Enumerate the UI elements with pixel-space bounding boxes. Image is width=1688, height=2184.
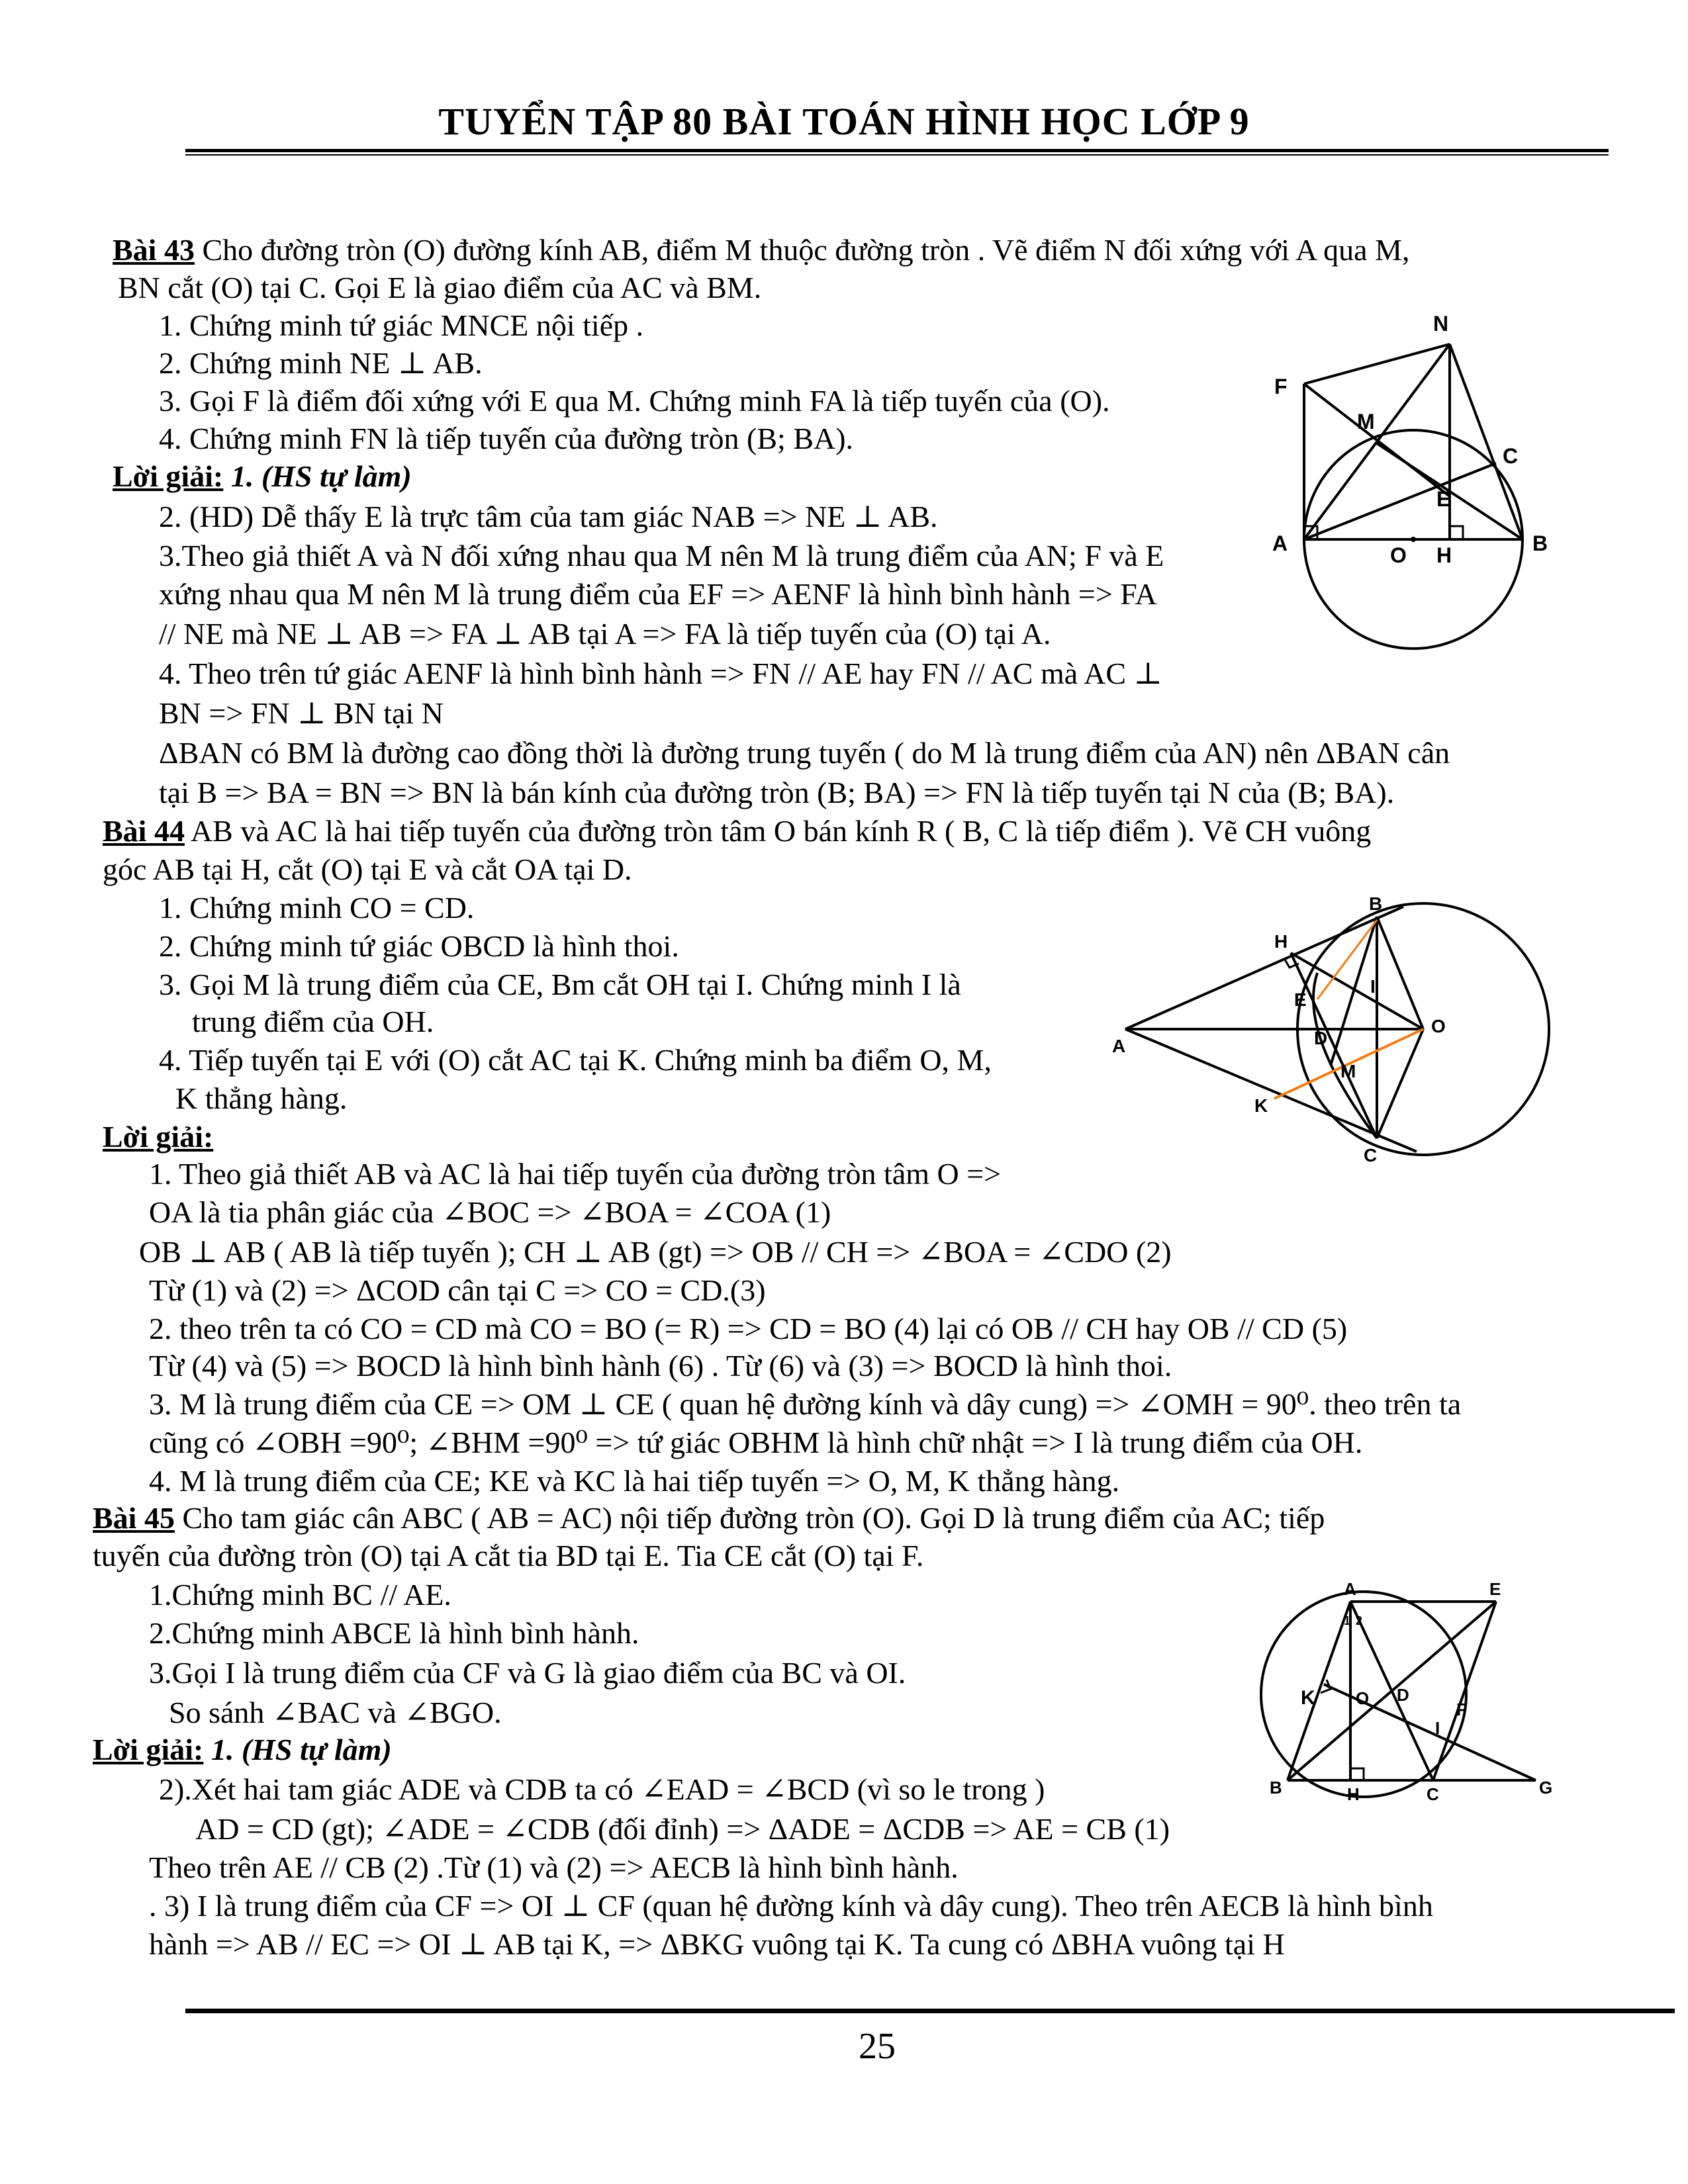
bai44-sol-4: 4. M là trung điểm của CE; KE và KC là hai tiếp tuyến => O, M, K thẳng hàng. (149, 1464, 1120, 1498)
bai45-solution-label: Lời giải: (93, 1733, 204, 1766)
bai45-label-c: C (1427, 1784, 1439, 1804)
bai44-label-d: D (1314, 1028, 1328, 1048)
bai43-sol-3a: 3.Theo giả thiết A và N đối xứng nhau qua M nên M là trung điểm của AN; F và E (159, 539, 1164, 572)
bai43-question-3: 3. Gọi F là điểm đối xứng với E qua M. Chứng minh FA là tiếp tuyến của (O). (159, 384, 1110, 418)
bai43-question-2: 2. Chứng minh NE ⊥ AB. (159, 346, 483, 380)
bai43-question-4: 4. Chứng minh FN là tiếp tuyến của đường tròn (B; BA). (159, 422, 854, 455)
bai43-segment-fe (1304, 384, 1450, 496)
bai44-sol-3a: 3. M là trung điểm của CE => OM ⊥ CE ( quan hệ đường kính và dây cung) => ∠OMH = 90⁰. theo trên ta (149, 1387, 1462, 1421)
bai45-stmt1: Cho tam giác cân ABC ( AB = AC) nội tiếp đường tròn (O). Gọi D là trung điểm của AC; tiếp (174, 1501, 1325, 1535)
bai45-title: Bài 45 (93, 1501, 175, 1535)
bai44-segment-bo (1377, 917, 1423, 1029)
bai45-angle-2: 2 (1356, 1614, 1363, 1627)
bai43-sol-4d: tại B => BA = BN => BN là bán kính của đường tròn (B; BA) => FN là tiếp tuyến tại N của (B; BA). (159, 776, 1395, 809)
bai43-label-h: H (1436, 543, 1452, 567)
bai43-label-c: C (1503, 444, 1519, 468)
bai43-label-o: O (1390, 543, 1407, 567)
bai45-question-1: 1.Chứng minh BC // AE. (149, 1578, 451, 1612)
bai45-sol-2c: Theo trên AE // CB (2) .Từ (1) và (2) => AECB là hình bình hành. (149, 1850, 959, 1884)
bai43-question-1: 1. Chứng minh tứ giác MNCE nội tiếp . (159, 308, 644, 342)
bai45-label-e: E (1489, 1582, 1501, 1599)
bai44-label-e: E (1294, 989, 1307, 1010)
bai45-sol-2a: 2).Xét hai tam giác ADE và CDB ta có ∠EAD = ∠BCD (vì so le trong ) (159, 1772, 1045, 1806)
bai44-sol-1c: OB ⊥ AB ( AB là tiếp tuyến ); CH ⊥ AB (gt) => OB // CH => ∠BOA = ∠CDO (2) (139, 1235, 1172, 1269)
bai45-right-angle-h (1352, 1768, 1364, 1779)
bai44-statement-line2: góc AB tại H, cắt (O) tại E và cắt OA tại D. (103, 852, 632, 886)
bai45-sol-3b: hành => AB // EC => OI ⊥ AB tại K, => ΔBKG vuông tại K. Ta cung có ΔBHA vuông tại H (149, 1927, 1285, 1961)
bai45-sol1: 1. (HS tự làm) (203, 1733, 392, 1766)
bai43-point-o (1411, 537, 1416, 542)
bai43-sol1: 1. (HS tự làm) (223, 459, 412, 493)
bai44-question-1: 1. Chứng minh CO = CD. (159, 891, 475, 925)
bai44-label-i: I (1370, 976, 1376, 997)
bai44-sol-3b: cũng có ∠OBH =90⁰; ∠BHM =90⁰ => tứ giác OBHM là hình chữ nhật => I là trung điểm của OH. (149, 1426, 1363, 1459)
bai43-solution-line1 (113, 458, 412, 495)
bai44-figure (1099, 893, 1562, 1171)
bai44-sol-1a: 1. Theo giả thiết AB và AC là hai tiếp tuyến của đường tròn tâm O => (149, 1157, 1002, 1191)
bai45-question-3b: So sánh ∠BAC và ∠BGO. (169, 1696, 502, 1729)
bai43-label-n: N (1433, 312, 1449, 336)
bai44-statement-line1 (103, 813, 1371, 850)
bai44-title: Bài 44 (103, 814, 185, 848)
bai43-label-e: E (1436, 487, 1451, 511)
bai45-label-a: A (1344, 1582, 1356, 1599)
bai45-label-g: G (1539, 1778, 1553, 1797)
bai44-sol-1d: Từ (1) và (2) => ΔCOD cân tại C => CO = CD.(3) (149, 1273, 766, 1307)
bai44-question-2: 2. Chứng minh tứ giác OBCD là hình thoi. (159, 929, 679, 963)
bai43-solution-label: Lời giải: (113, 459, 224, 493)
bai44-label-m: M (1340, 1061, 1356, 1081)
bai44-label-h: H (1274, 931, 1288, 952)
page-number: 25 (859, 2026, 896, 2067)
bai43-stmt1: Cho đường tròn (O) đường kính AB, điểm M thuộc đường tròn . Vẽ điểm N đối xứng với A qua M, (194, 233, 1410, 267)
bai43-segment-fn (1304, 344, 1450, 384)
bai44-label-k: K (1254, 1095, 1268, 1116)
bai43-sol-2: 2. (HD) Dễ thấy E là trực tâm của tam giác NAB => NE ⊥ AB. (159, 500, 938, 533)
bai44-solution-label: Lời giải: (103, 1120, 214, 1154)
bai43-title: Bài 43 (113, 233, 195, 267)
bai43-sol-3c: // NE mà NE ⊥ AB => FA ⊥ AB tại A => FA là tiếp tuyến của (O) tại A. (159, 617, 1051, 651)
header-rule (185, 149, 1609, 152)
bai44-stmt1: AB và AC là hai tiếp tuyến của đường tròn tâm O bán kính R ( B, C là tiếp điểm ). Vẽ CH vuông (184, 814, 1372, 848)
bai43-sol-4a: 4. Theo trên tứ giác AENF là hình bình hành => FN // AE hay FN // AC mà AC ⊥ (159, 657, 1162, 690)
bai44-label-b: B (1369, 893, 1383, 914)
bai45-angle-1: 1 (1344, 1614, 1351, 1627)
bai43-right-angle-h (1451, 526, 1463, 538)
bai45-statement-line1 (93, 1500, 1325, 1537)
bai43-label-b: B (1532, 531, 1548, 555)
bai44-segment-ho (1291, 953, 1423, 1029)
bai43-sol-3b: xứng nhau qua M nên M là trung điểm của EF => AENF là hình bình hành => FA (159, 577, 1157, 611)
bai45-label-o: O (1356, 1688, 1370, 1708)
page-header-title: TUYỂN TẬP 80 BÀI TOÁN HÌNH HỌC LỚP 9 (438, 100, 1250, 143)
bai44-question-4b: K thẳng hàng. (175, 1081, 348, 1115)
bai45-figure (1258, 1582, 1562, 1807)
bai45-label-i: I (1435, 1718, 1440, 1738)
bai43-label-m: M (1357, 410, 1375, 433)
bai45-label-f: F (1456, 1700, 1467, 1719)
bai45-label-k: K (1301, 1687, 1315, 1709)
bai44-question-3b: trung điểm của OH. (192, 1005, 434, 1038)
bai44-sol-1b: OA là tia phân giác của ∠BOC => ∠BOA = ∠COA (1) (149, 1195, 831, 1229)
bai44-label-a: A (1112, 1036, 1126, 1056)
bai44-label-o: O (1431, 1016, 1446, 1036)
bai45-label-b: B (1270, 1778, 1282, 1797)
bai45-solution-line1 (93, 1731, 392, 1768)
bai44-sol-2b: Từ (4) và (5) => BOCD là hình bình hành (6) . Từ (6) và (3) => BOCD là hình thoi. (149, 1349, 1172, 1383)
bai44-label-c: C (1364, 1145, 1378, 1165)
bai45-statement-line2: tuyến của đường tròn (O) tại A cắt tia BD tại E. Tia CE cắt (O) tại F. (93, 1539, 924, 1572)
bai45-label-h: H (1347, 1784, 1360, 1804)
bai43-statement-line2: BN cắt (O) tại C. Gọi E là giao điểm của AC và BM. (118, 271, 762, 304)
header-rule-thin (185, 154, 1609, 156)
bai44-question-3a: 3. Gọi M là trung điểm của CE, Bm cắt OH tại I. Chứng minh I là (159, 968, 961, 1001)
bai43-figure (1258, 304, 1575, 675)
bai45-label-d: D (1397, 1685, 1409, 1705)
bai43-label-a: A (1272, 531, 1288, 555)
bai44-sol-2a: 2. theo trên ta có CO = CD mà CO = BO (= R) => CD = BO (4) lại có OB // CH hay OB // CD (5) (149, 1312, 1348, 1345)
bai43-label-f: F (1274, 375, 1288, 398)
bai45-sol-3a: . 3) I là trung điểm của CF => OI ⊥ CF (quan hệ đường kính và dây cung). Theo trên AECB là hình bình (149, 1889, 1433, 1923)
bai43-sol-4b: BN => FN ⊥ BN tại N (159, 696, 444, 730)
bai45-question-3a: 3.Gọi I là trung điểm của CF và G là giao điểm của BC và OI. (149, 1656, 906, 1690)
bai45-question-2: 2.Chứng minh ABCE là hình bình hành. (149, 1616, 639, 1650)
bai43-statement-line1 (113, 232, 1409, 269)
bai44-segment-hc (1291, 953, 1377, 1138)
bai44-question-4a: 4. Tiếp tuyến tại E với (O) cắt AC tại K. Chứng minh ba điểm O, M, (159, 1043, 992, 1077)
bai45-sol-2b: AD = CD (gt); ∠ADE = ∠CDB (đối đỉnh) => ΔADE = ΔCDB => AE = CB (1) (195, 1812, 1170, 1846)
bai44-segment-co (1377, 1029, 1423, 1138)
footer-rule (185, 2009, 1675, 2013)
bai43-sol-4c: ΔBAN có BM là đường cao đồng thời là đường trung tuyến ( do M là trung điểm của AN) nên ΔBAN cân (159, 736, 1450, 770)
